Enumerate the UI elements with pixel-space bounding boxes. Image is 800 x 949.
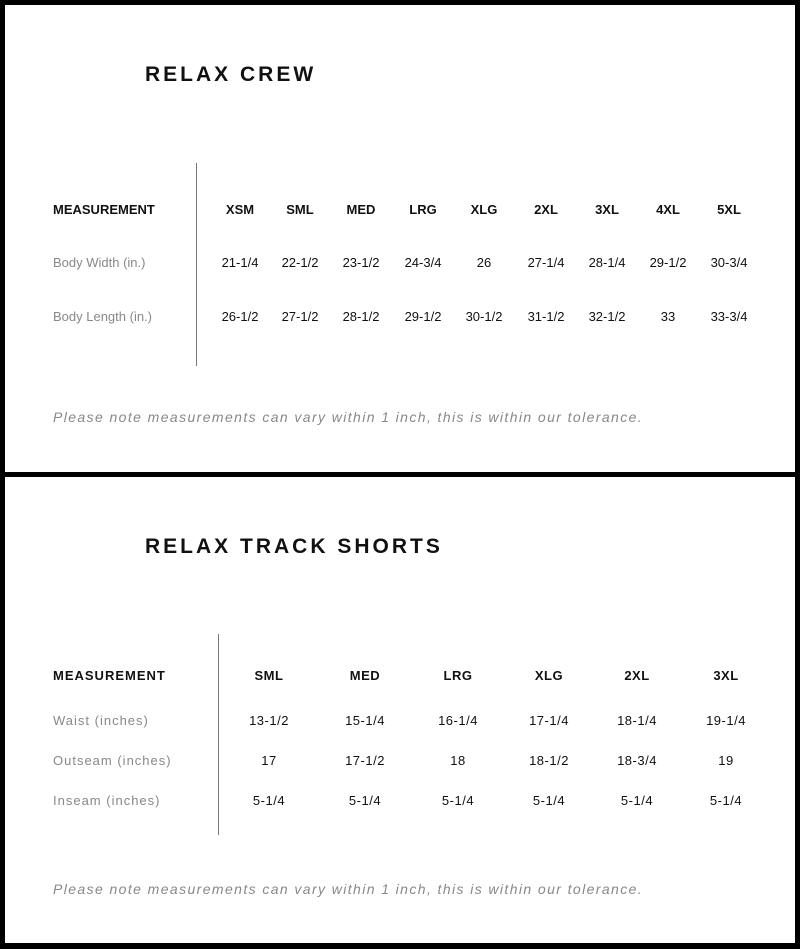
measurement-value: 17-1/2 xyxy=(345,753,385,768)
measurement-value: 19 xyxy=(718,753,734,768)
size-header: 3XL xyxy=(595,202,619,217)
measurement-value: 17-1/4 xyxy=(529,713,569,728)
size-header: 4XL xyxy=(656,202,680,217)
relax-crew-size-chart xyxy=(5,5,795,472)
measurement-value: 26 xyxy=(476,255,492,270)
measurement-value: 18 xyxy=(450,753,466,768)
shorts-tolerance-note: Please note measurements can vary within 1 inch, this is within our tolerance. xyxy=(53,881,644,897)
measurement-value: 30-3/4 xyxy=(710,255,748,270)
table-row xyxy=(5,711,795,731)
crew-title: RELAX CREW xyxy=(145,63,317,86)
measurement-value: 26-1/2 xyxy=(221,309,259,324)
measurement-label: Inseam (inches) xyxy=(53,793,161,808)
measurement-value: 33-3/4 xyxy=(710,309,748,324)
measurement-value: 15-1/4 xyxy=(345,713,385,728)
size-header: 2XL xyxy=(624,668,650,683)
measurement-value: 17 xyxy=(261,753,277,768)
measurement-value: 5-1/4 xyxy=(709,793,743,808)
size-header: LRG xyxy=(443,668,473,683)
table-row xyxy=(5,307,795,327)
measurement-value: 21-1/4 xyxy=(221,255,259,270)
measurement-label: Waist (inches) xyxy=(53,713,149,728)
table-row xyxy=(5,253,795,273)
table-row xyxy=(5,751,795,771)
measurement-value: 13-1/2 xyxy=(249,713,289,728)
measurement-value: 22-1/2 xyxy=(281,255,319,270)
measurement-value: 18-3/4 xyxy=(617,753,657,768)
measurement-label: Body Width (in.) xyxy=(53,255,146,270)
measurement-value: 18-1/2 xyxy=(529,753,569,768)
measurement-value: 5-1/4 xyxy=(348,793,382,808)
measurement-label: Body Length (in.) xyxy=(53,309,153,324)
measurement-value: 24-3/4 xyxy=(404,255,442,270)
size-header: XSM xyxy=(225,202,255,217)
measurement-value: 28-1/4 xyxy=(588,255,626,270)
table-row xyxy=(5,791,795,811)
measurement-value: 18-1/4 xyxy=(617,713,657,728)
measurement-value: 31-1/2 xyxy=(527,309,565,324)
shorts-header-row xyxy=(5,666,795,686)
column-header-measurement: MEASUREMENT xyxy=(53,202,155,217)
size-header: LRG xyxy=(409,202,437,217)
crew-tolerance-note: Please note measurements can vary within 1 inch, this is within our tolerance. xyxy=(53,409,644,425)
size-header: MED xyxy=(349,668,381,683)
size-header: 3XL xyxy=(713,668,739,683)
measurement-value: 33 xyxy=(660,309,676,324)
measurement-label: Outseam (inches) xyxy=(53,753,172,768)
size-header: 2XL xyxy=(534,202,558,217)
size-header: SML xyxy=(286,202,314,217)
measurement-value: 16-1/4 xyxy=(438,713,478,728)
size-header: MED xyxy=(346,202,376,217)
measurement-value: 5-1/4 xyxy=(441,793,475,808)
crew-header-row xyxy=(5,200,795,220)
measurement-value: 32-1/2 xyxy=(588,309,626,324)
measurement-value: 30-1/2 xyxy=(465,309,503,324)
size-header: XLG xyxy=(534,668,564,683)
size-header: XLG xyxy=(470,202,498,217)
column-header-measurement: MEASUREMENT xyxy=(53,668,166,683)
measurement-value: 23-1/2 xyxy=(342,255,380,270)
measurement-value: 5-1/4 xyxy=(620,793,654,808)
size-header: SML xyxy=(254,668,284,683)
shorts-title: RELAX TRACK SHORTS xyxy=(145,535,443,558)
measurement-value: 5-1/4 xyxy=(252,793,286,808)
measurement-value: 29-1/2 xyxy=(649,255,687,270)
measurement-value: 27-1/4 xyxy=(527,255,565,270)
measurement-value: 19-1/4 xyxy=(706,713,746,728)
measurement-value: 29-1/2 xyxy=(404,309,442,324)
measurement-value: 5-1/4 xyxy=(532,793,566,808)
measurement-value: 28-1/2 xyxy=(342,309,380,324)
relax-track-shorts-size-chart xyxy=(5,477,795,943)
size-header: 5XL xyxy=(717,202,741,217)
measurement-value: 27-1/2 xyxy=(281,309,319,324)
